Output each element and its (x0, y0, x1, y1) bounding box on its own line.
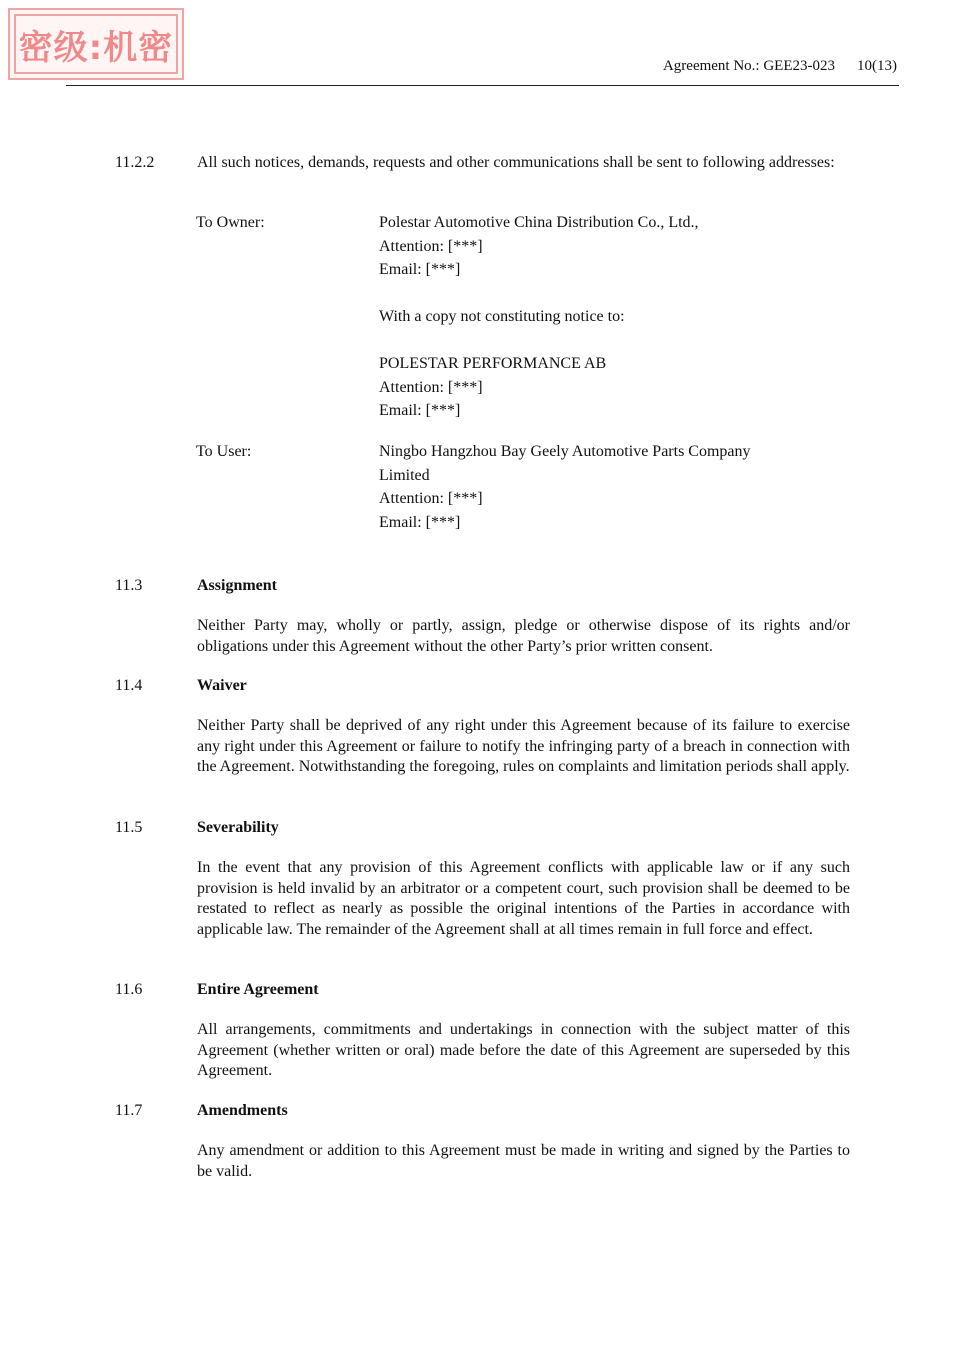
owner-address-block (379, 211, 849, 423)
user-email: Email: [***] (379, 513, 461, 531)
clause-text-11-2-2: All such notices, demands, requests and other communications shall be sent to following addresses: (197, 154, 835, 171)
user-label: To User: (196, 443, 252, 460)
clause-text: Neither Party shall be deprived of any right under this Agreement because of its failure to exercise any right under this Agreement or failure to notify the infringing party of a breach in connection with the Agreement. Notwithstanding the foregoing, rules on complaints and limitation periods shall apply. (197, 717, 850, 775)
clause-number-11-2-2: 11.2.2 (115, 154, 155, 171)
agreement-number: Agreement No.: GEE23-023 (662, 58, 835, 74)
clause-title: Assignment (197, 577, 278, 594)
owner-label: To Owner: (196, 214, 265, 231)
user-company-line1: Ningbo Hangzhou Bay Geely Automotive Parts Company (379, 443, 751, 460)
clause-number: 11.5 (115, 819, 143, 836)
owner-copy-company: POLESTAR PERFORMANCE AB (379, 355, 607, 372)
owner-copy-note: With a copy not constituting notice to: (379, 308, 625, 325)
user-company-line2: Limited (379, 466, 430, 484)
stamp-text: 密级:机密 (18, 27, 174, 68)
clause-number: 11.6 (115, 981, 143, 998)
owner-copy-attention: Attention: [***] (379, 378, 483, 396)
confidential-stamp (8, 8, 184, 80)
clause-number: 11.3 (115, 577, 143, 594)
clause-title: Severability (197, 819, 279, 836)
clause-title: Waiver (197, 677, 247, 694)
owner-copy-email: Email: [***] (379, 402, 461, 419)
user-attention: Attention: [***] (379, 490, 483, 507)
spacer (379, 329, 849, 353)
clause-number: 11.4 (115, 677, 143, 694)
clause-title: Entire Agreement (197, 981, 319, 998)
clause-title: Amendments (197, 1102, 288, 1119)
owner-company: Polestar Automotive China Distribution Co., Ltd., (379, 214, 699, 231)
clause-text: Any amendment or addition to this Agreement must be made in writing and signed by the Parties to be valid. (197, 1142, 850, 1180)
spacer (379, 282, 849, 306)
clause-number: 11.7 (115, 1102, 143, 1119)
clause-text: In the event that any provision of this Agreement conflicts with applicable law or if any such provision is held invalid by an arbitrator or a competent court, such provision shall be deemed to be restated to reflect as nearly as possible the original intentions of the Parties in accordance with applicable law. The remainder of the Agreement shall at all times remain in full force and effect. (197, 859, 850, 938)
owner-email: Email: [***] (379, 261, 461, 278)
page-number: 10(13) (857, 58, 897, 74)
clause-text: Neither Party may, wholly or partly, assign, pledge or otherwise dispose of its rights and/or obligations under this Agreement without the other Party’s prior written consent. (197, 617, 850, 655)
page-header (663, 58, 897, 75)
owner-attention: Attention: [***] (379, 237, 483, 255)
clause-text: All arrangements, commitments and undertakings in connection with the subject matter of this Agreement (whether written or oral) made before the date of this Agreement are superseded by this Agreement. (197, 1021, 850, 1079)
user-address-block (379, 440, 849, 534)
header-divider (66, 85, 899, 86)
